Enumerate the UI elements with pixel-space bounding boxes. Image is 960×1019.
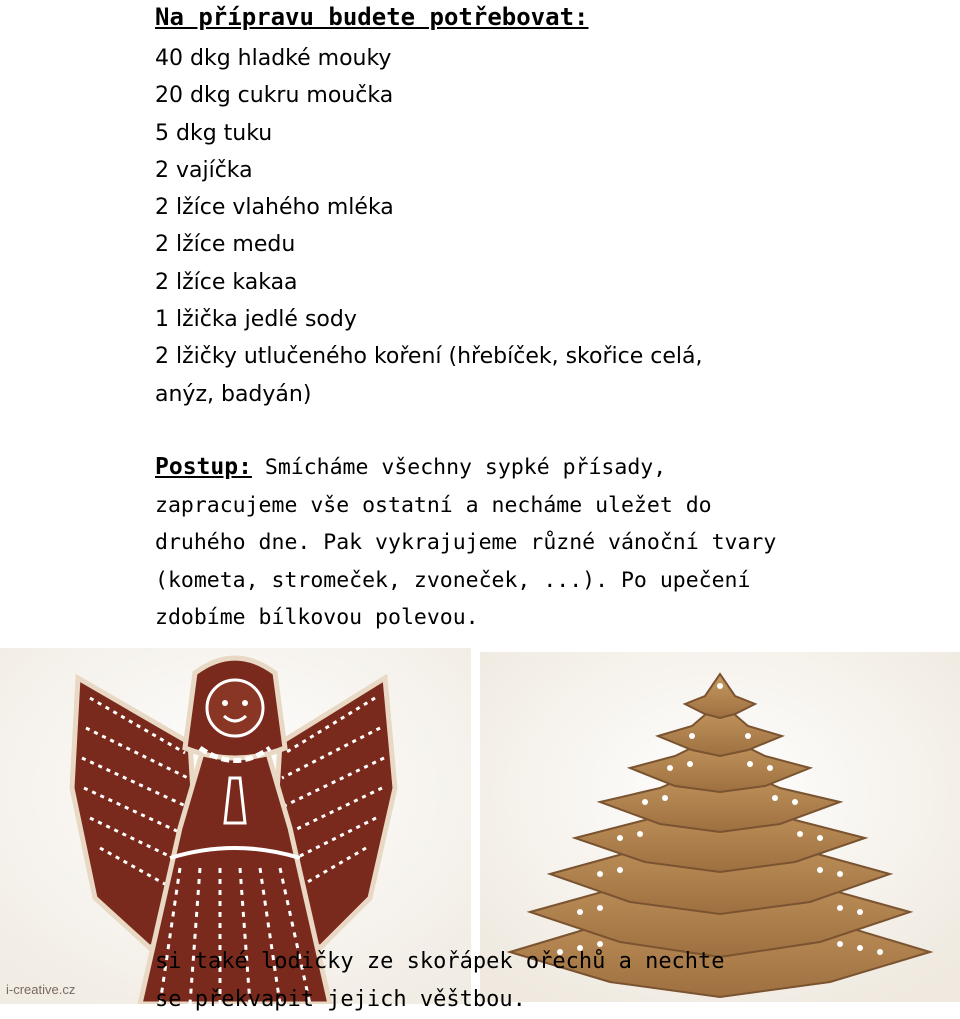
ingredients-heading: Na přípravu budete potřebovat: (155, 3, 589, 31)
procedure-label: Postup: (155, 454, 252, 480)
procedure-text: Smícháme všechny sypké přísady, zapracujeme vše ostatní a necháme uležet do druhého dne. Pak vykrajujeme různé vánoční tvary (kometa, stromeček, zvoneček, ...). Po upečení zdobíme bílkovou polevou. (155, 455, 777, 630)
list-item: 5 dkg tuku (155, 120, 273, 146)
list-item: 2 lžíce medu (155, 232, 296, 258)
list-item: 1 lžička jedlé sody (155, 307, 357, 333)
list-item: 40 dkg hladké mouky (155, 46, 392, 71)
list-item: 2 vajíčka (155, 157, 253, 183)
ingredients-list (155, 40, 702, 413)
procedure-paragraph (155, 449, 815, 637)
list-item: 2 lžičky utlučeného koření (hřebíček, skořice celá, (155, 344, 703, 370)
list-item: 2 lžíce vlahého mléka (155, 195, 394, 221)
footer-line-2: se překvapit jejich věštbou. (155, 987, 526, 1012)
photo-watermark: i-creative.cz (6, 982, 76, 997)
list-item: anýz, badyán) (155, 381, 312, 407)
footer-text (155, 943, 725, 1019)
list-item: 20 dkg cukru moučka (155, 83, 394, 109)
footer-line-1: si také lodičky ze skořápek ořechů a nechte (155, 949, 725, 974)
list-item: 2 lžíce kakaa (155, 269, 298, 295)
